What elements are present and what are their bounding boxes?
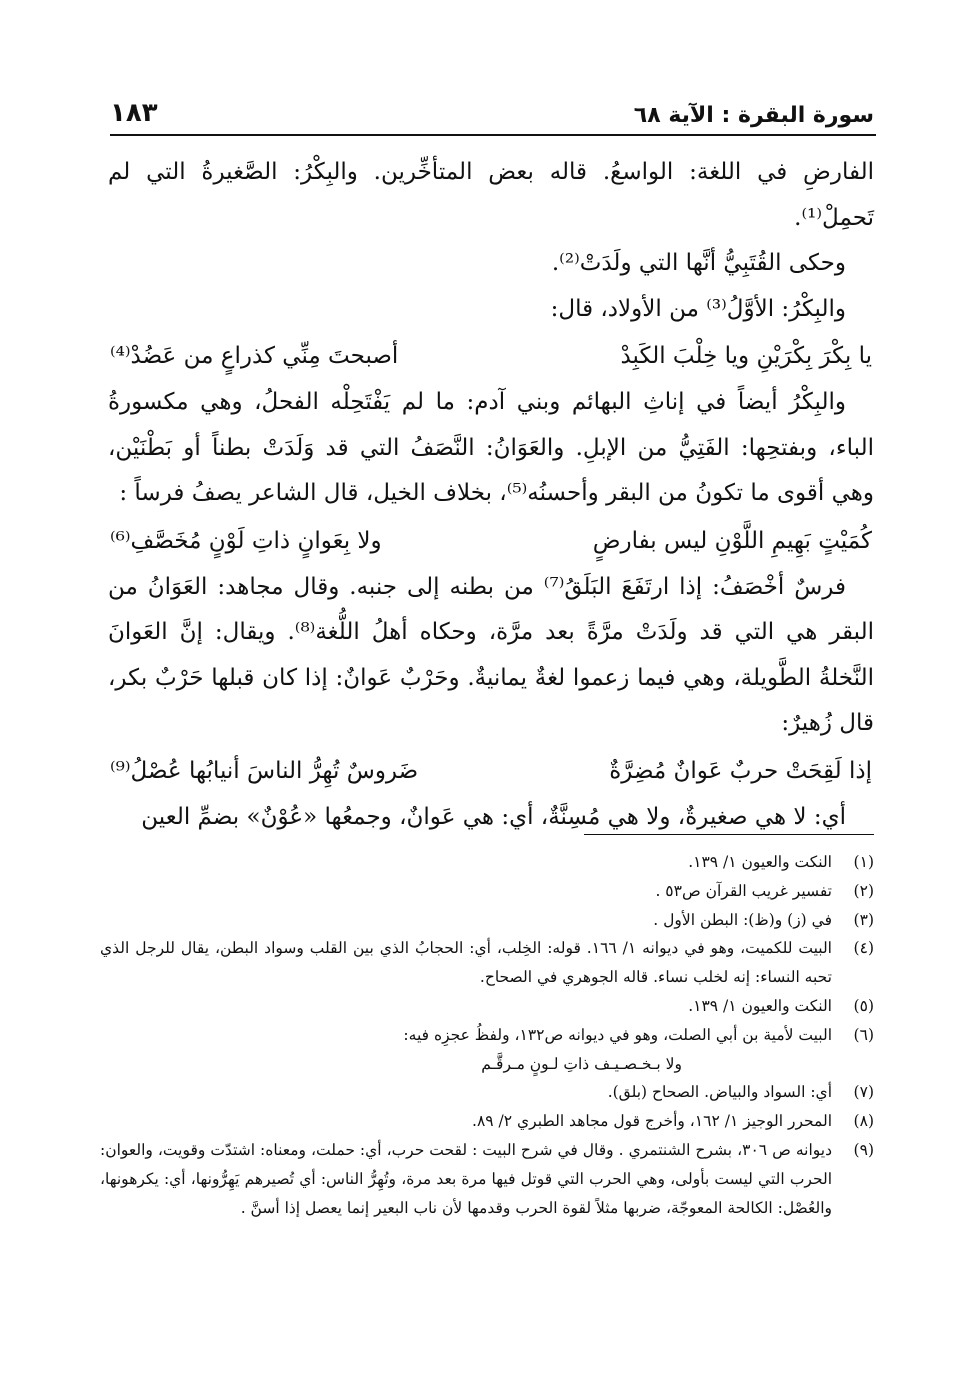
footnotes	[100, 848, 874, 1222]
poetry-verse	[108, 332, 874, 380]
footnote	[100, 1107, 874, 1136]
verse-second-hemistich: ولا بِعَوانٍ ذاتِ لَوْنٍ مُخَصَّفِ⁽⁶⁾	[110, 527, 382, 554]
footnote	[100, 992, 874, 1021]
footnote	[100, 934, 874, 992]
text-line: الفارضِ في اللغة: الواسعُ. قاله بعض المتأخِّرين. والبِكْرُ: الصَّغيرةُ التي لم تَحمِلْ⁽¹⁾.	[108, 159, 874, 231]
page-header	[110, 88, 874, 128]
footnote-text: أي: السواد والبياض. الصحاح (بلق).	[607, 1083, 832, 1102]
footnote-number: (٨)	[853, 1112, 874, 1131]
footnote-number: (٩)	[853, 1140, 874, 1159]
poetry-verse	[108, 517, 874, 565]
verse-first-hemistich: إذا لَقِحَتْ حربٌ عَوانٌ مُضِرَّةٌ	[609, 757, 872, 784]
footnote-number: (٢)	[853, 881, 874, 900]
footnote-text: النكت والعيون ١/ ١٣٩.	[688, 853, 832, 871]
paragraph: فرسٌ أخْصَفُ: إذا ارتَفَعَ البَلَقُ⁽⁷⁾ من بطنه إلى جنبه. وقال مجاهد: العَوَانُ من البقر هي التي قد ولَدَتْ مرَّةً بعد مرَّة، وحكاه أهلُ اللُّغة⁽⁸⁾. ويقال: إنَّ العَوانَ النَّخلةُ الطَّويلة، وهي فيما زعموا لغةٌ يمانيةٌ. وحَرْبٌ عَوانٌ: إذا كان قبلها حَرْبٌ بكر، قال زُهيرٌ:	[108, 573, 874, 736]
surah-verse-label: سورة البقرة : الآية ٦٨	[633, 103, 874, 128]
footnote-number: (٥)	[853, 996, 874, 1015]
footnote	[100, 906, 874, 935]
footnote-text: البيت للكميت، وهو في ديوانه ١/ ١٦٦. قوله: الخِلب، أي: الحجابُ الذي بين القلب وسواد البطن، يقال للرجل الذي تحبه النساء: إنه لخلب نساء. قاله الجوهري في الصحاح.	[100, 939, 832, 987]
footnote-number: (٦)	[853, 1025, 874, 1044]
footnote-separator	[584, 834, 874, 835]
footnote	[100, 1078, 874, 1107]
footnote-text: النكت والعيون ١/ ١٣٩.	[688, 996, 832, 1015]
verse-first-hemistich: كُمَيْتٍ بَهِيمِ اللَّوْنِ ليس بفارضٍ	[592, 527, 872, 554]
footnote-verse: ولا بـخـصـيـف ذاتِ لـونٍ مـرقَّـم	[481, 1054, 682, 1073]
footnote-text: في (ز) و(ظ): البطن الأول .	[653, 910, 832, 929]
paragraph: والبِكْرُ أيضاً في إناثِ البهائم وبني آدم: ما لم يَفْتَحِلْه الفحلُ، وهي مكسورةُ الباء، وبفتحِها: الفَتِيُّ من الإبلِ. والعَوَانُ: النَّصَفُ التي قد وَلَدَتْ بطناً أو بَطْنَيْن، وهي أقوى ما تكونُ من البقر وأحسنُه⁽⁵⁾، بخلاف الخيل، قال الشاعر يصفُ فرساً :	[108, 389, 874, 506]
header-rule	[110, 134, 876, 136]
footnote-number: (١)	[853, 853, 874, 871]
verse-second-hemistich: أصبحتَ مِنِّي كذراعٍ من عَضُدْ⁽⁴⁾	[110, 343, 399, 369]
page-number: ١٨٣	[110, 98, 158, 128]
footnote	[100, 1021, 874, 1079]
footnote-text: البيت لأمية بن أبي الصلت، وهو في ديوانه ص١٣٢، ولفظُ عجزِه فيه:	[403, 1025, 832, 1044]
footnote	[100, 1136, 874, 1222]
footnote-number: (٧)	[853, 1083, 874, 1102]
text-line: وحكى القُتَبِيُّ أنَّها التي ولَدَتْ⁽²⁾.	[551, 250, 846, 276]
footnote	[100, 848, 874, 877]
footnote-number: (٣)	[853, 910, 874, 929]
verse-first-hemistich: يا بِكْرَ بِكْرَيْنِ ويا خِلْبَ الكَبِدْ	[620, 343, 872, 369]
footnote-text: المحرر الوجيز ١/ ١٦٢، وأخرج قول مجاهد الطبري ٢/ ٨٩.	[472, 1112, 832, 1131]
main-text	[108, 150, 874, 840]
footnote-number: (٤)	[853, 939, 874, 958]
poetry-verse	[108, 747, 874, 795]
paragraph: أي: لا هي صغيرةٌ، ولا هي مُسِنَّةٌ، أي: هي عَوانٌ، وجمعُها «عُوْنٌ» بضمِّ العين	[141, 803, 846, 830]
footnote	[100, 877, 874, 906]
footnote-text: تفسير غريب القرآن ص٥٣ .	[655, 881, 832, 900]
text-line: والبِكْرُ: الأوَّلُ⁽³⁾ من الأولاد، قال:	[550, 295, 846, 322]
footnote-text: ديوانه ص ٣٠٦، بشرح الشنتمري . وقال في شرح البيت : لقحت حرب، أي: حملت، ومعناه: اشتدّت وقويت، والعوان: الحرب التي ليست بأولى، وهي الحرب التي قوتل فيها مرة بعد مرة، وتُهِرُّ الناس: أي تُصيرهم يَهِرُّونها، أي: يكرهونها، والعُصْل: الكالحة المعوجّة، ضربها مثلاً لقوة الحرب وقدمها لأن ناب البعير إنما يعصل إذا أسنَّ .	[100, 1140, 832, 1217]
verse-second-hemistich: ضَروسٌ تُهِرُّ الناسَ أنيابُها عُصْلُ⁽⁹⁾	[110, 757, 419, 784]
